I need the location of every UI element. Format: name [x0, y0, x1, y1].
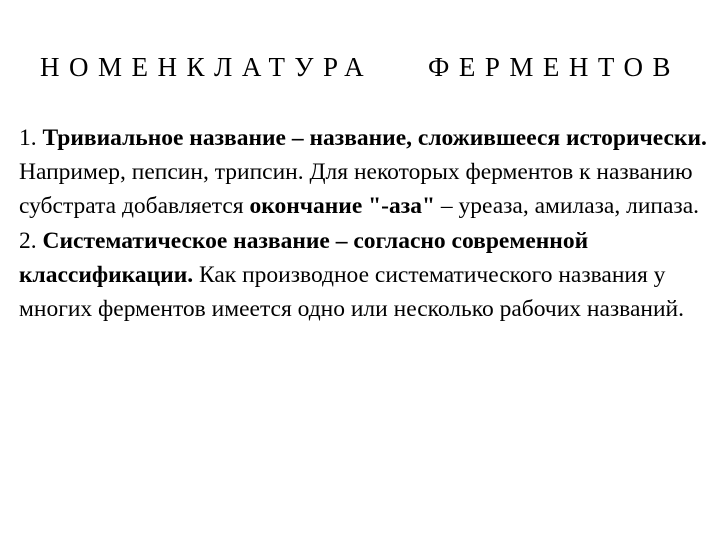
item-text-continued: – уреаза, амилаза, липаза. — [440, 193, 700, 220]
slide-body — [19, 121, 709, 326]
item-number: 1. — [19, 125, 37, 151]
item-trivial-name — [19, 121, 709, 224]
item-text: Как производное систематического названия у многих ферментов имеется одно или несколько рабочих названий. — [19, 261, 684, 323]
item-systematic-name — [19, 224, 709, 327]
item-number: 2. — [19, 227, 37, 254]
item-heading: Тривиальное название – название, сложившееся исторически. — [42, 125, 707, 151]
item-emphasis: окончание "-аза" — [249, 193, 435, 220]
item-text: Например, пепсин, трипсин. Для некоторых ферментов к названию субстрата добавляется — [19, 159, 693, 220]
title-word-enzymes: ФЕРМЕНТОВ — [428, 52, 680, 82]
title-word-nomenclature: НОМЕНКЛАТУРА — [40, 52, 374, 82]
item-heading: Систематическое название – согласно современной классификации. — [19, 227, 589, 288]
slide-title — [0, 52, 720, 92]
